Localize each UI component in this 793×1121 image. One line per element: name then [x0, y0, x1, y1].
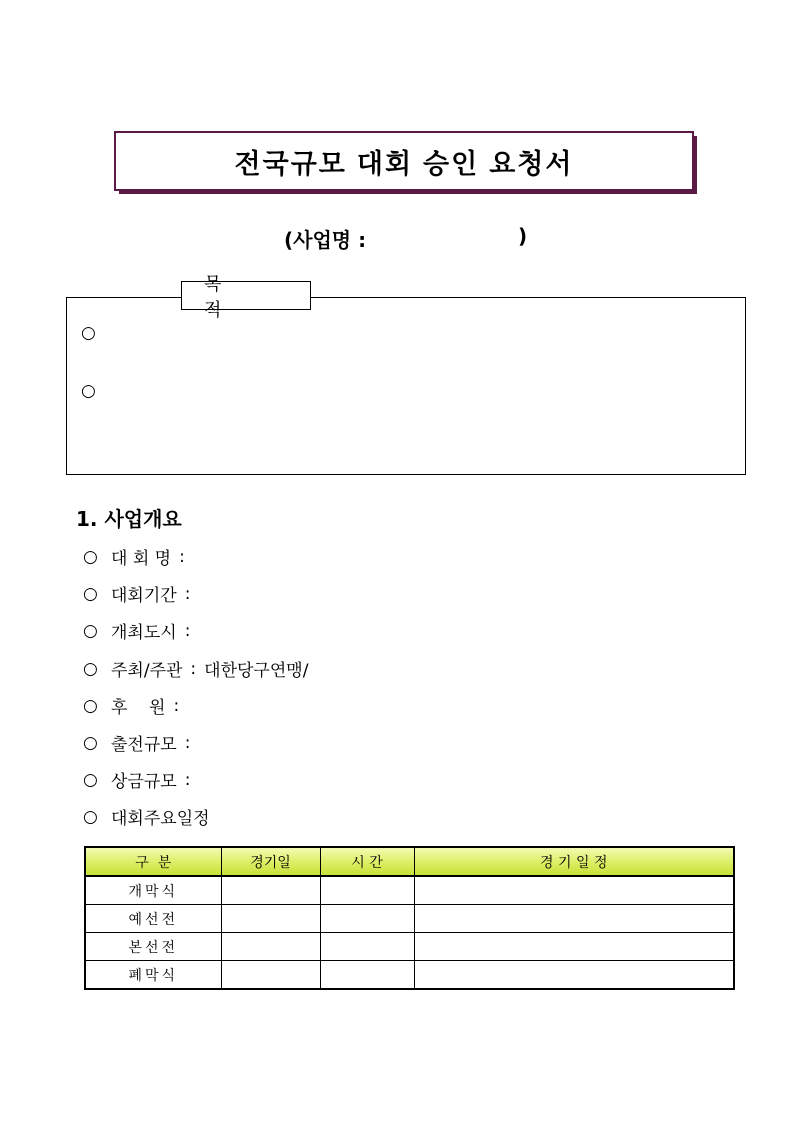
row-schedule	[414, 961, 734, 990]
row-time	[320, 933, 414, 961]
section-title: 1. 사업개요	[76, 507, 182, 531]
circle-bullet-icon: ○	[83, 769, 98, 790]
row-match-date	[221, 933, 320, 961]
title-word-2: 대회	[356, 148, 414, 180]
title-word-3: 승인	[423, 148, 480, 180]
item-separator: :	[179, 546, 185, 567]
item-label: 후 원	[111, 698, 166, 718]
row-category: 폐막식	[85, 961, 221, 990]
circle-bullet-icon: ○	[83, 620, 98, 641]
overview-item-event-name	[83, 544, 189, 569]
business-name-label: (사업명 :	[284, 228, 367, 252]
circle-bullet-icon: ○	[83, 732, 98, 753]
row-match-date	[221, 905, 320, 933]
row-category: 예선전	[85, 905, 221, 933]
item-separator: :	[184, 583, 191, 604]
item-label: 상금규모	[111, 772, 177, 792]
document-title	[235, 142, 574, 181]
row-category: 본선전	[85, 933, 221, 961]
row-time	[320, 961, 414, 990]
table-row	[85, 876, 734, 905]
item-separator: :	[190, 658, 197, 679]
item-separator: :	[184, 769, 191, 790]
circle-bullet-icon: ○	[83, 546, 98, 567]
document-title-box	[114, 131, 694, 191]
overview-item-organizer	[83, 656, 308, 681]
header-schedule: 경 기 일 정	[414, 847, 734, 876]
item-separator: :	[173, 695, 180, 716]
header-time: 시 간	[320, 847, 414, 876]
purpose-box	[66, 297, 746, 475]
table-row	[85, 961, 734, 990]
overview-item-participants	[83, 730, 194, 755]
circle-bullet-icon: ○	[83, 806, 98, 827]
row-category: 개막식	[85, 876, 221, 905]
item-label: 출전규모	[111, 735, 177, 755]
row-time	[320, 876, 414, 905]
item-value: 대한당구연맹/	[204, 661, 309, 681]
header-category: 구 분	[85, 847, 221, 876]
overview-item-period	[83, 581, 194, 606]
overview-item-host-city	[83, 618, 194, 643]
item-separator: :	[184, 620, 191, 641]
overview-item-sponsor	[83, 693, 183, 718]
overview-item-schedule	[83, 804, 210, 829]
item-label: 대회기간	[111, 586, 177, 606]
table-row	[85, 905, 734, 933]
row-match-date	[221, 961, 320, 990]
row-schedule	[414, 905, 734, 933]
row-time	[320, 905, 414, 933]
item-label: 개최도시	[111, 623, 177, 643]
row-schedule	[414, 933, 734, 961]
purpose-bullet-2: ○	[81, 381, 96, 401]
table-header-row	[85, 847, 734, 876]
circle-bullet-icon: ○	[83, 658, 98, 679]
item-label: 대회주요일정	[111, 809, 210, 829]
item-label: 대 회 명	[111, 549, 172, 569]
row-match-date	[221, 876, 320, 905]
business-name-line	[284, 224, 534, 252]
item-label: 주최/주관	[111, 661, 183, 681]
schedule-table	[84, 846, 735, 990]
purpose-bullet-1: ○	[81, 323, 96, 343]
header-match-date: 경기일	[221, 847, 320, 876]
circle-bullet-icon: ○	[83, 583, 98, 604]
row-schedule	[414, 876, 734, 905]
overview-item-prize	[83, 767, 194, 792]
table-row	[85, 933, 734, 961]
business-name-close: )	[518, 224, 528, 248]
item-separator: :	[184, 732, 191, 753]
title-word-4: 요청서	[489, 148, 574, 180]
purpose-label: 목 적	[181, 281, 311, 310]
circle-bullet-icon: ○	[83, 695, 98, 716]
title-word-1: 전국규모	[234, 148, 347, 180]
title-frame	[114, 131, 694, 191]
